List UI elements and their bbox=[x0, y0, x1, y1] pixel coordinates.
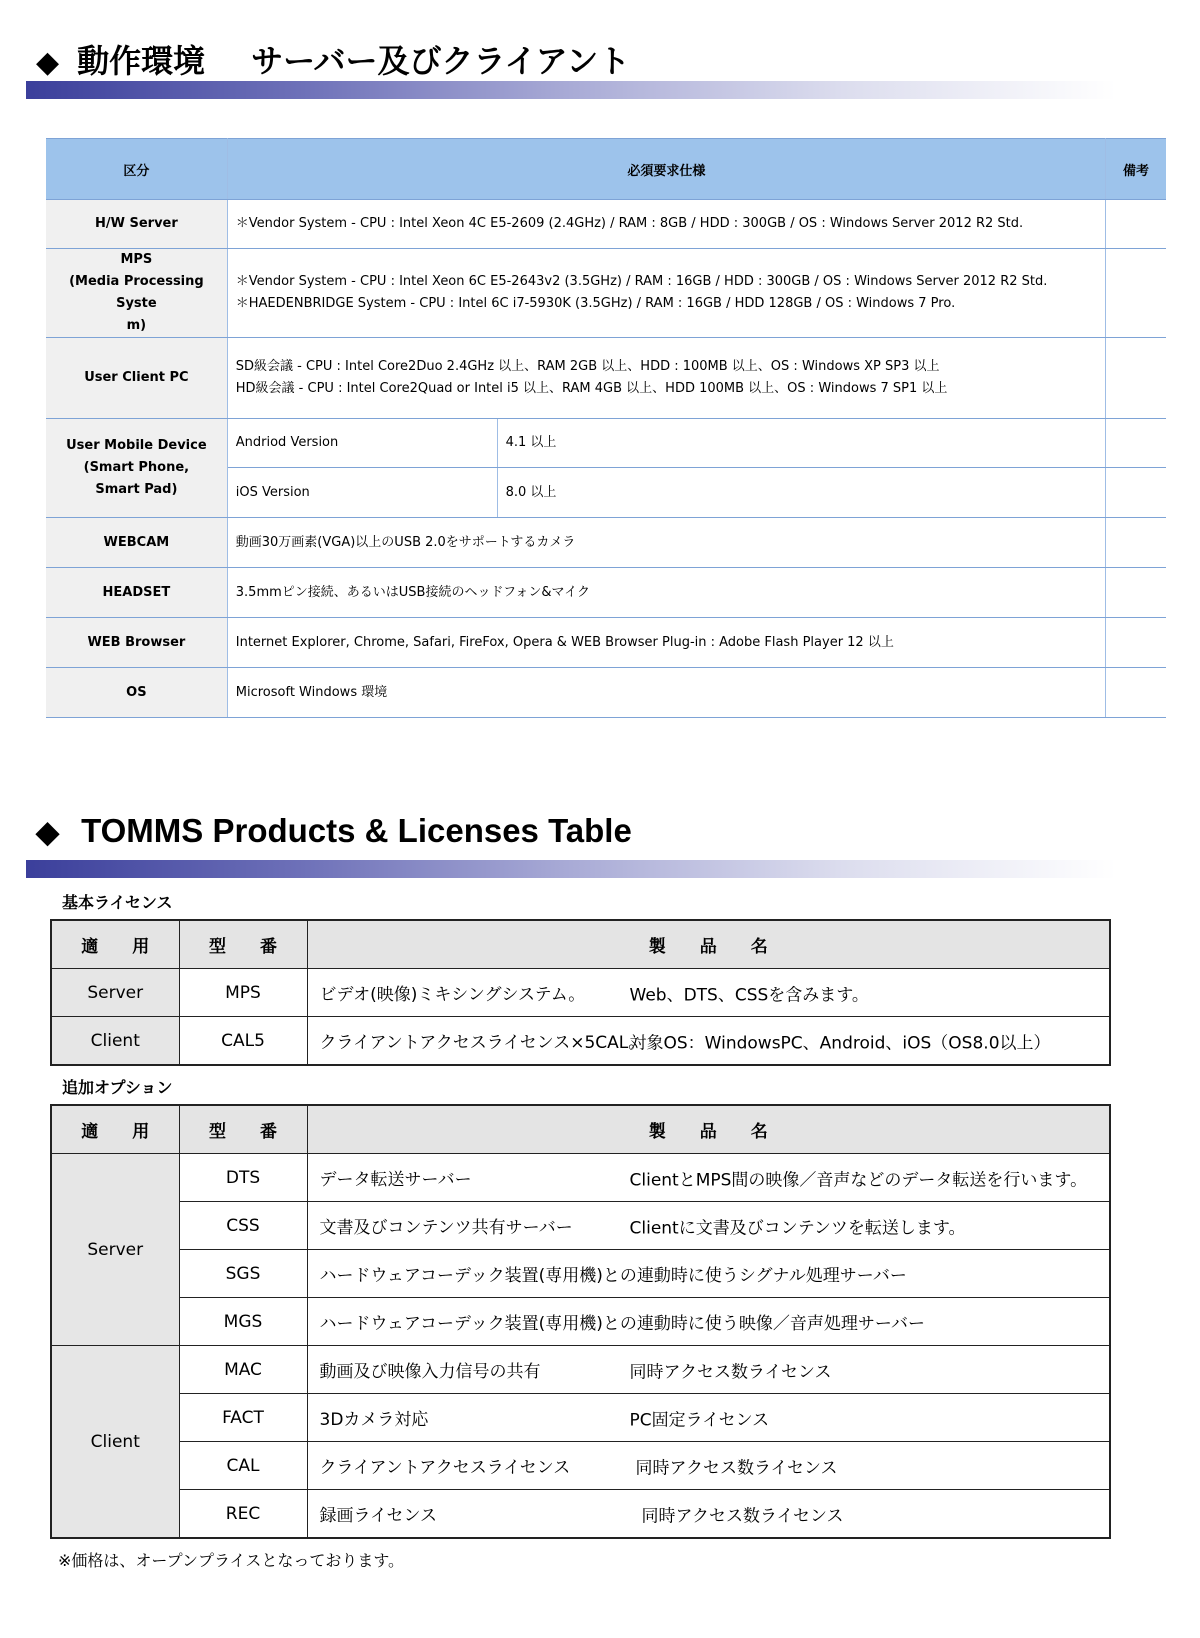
model-cell: DTS bbox=[179, 1154, 307, 1202]
diamond-bullet-icon: ◆ bbox=[36, 45, 60, 80]
product-cell bbox=[307, 1346, 1110, 1394]
product-name: クライアントアクセスライセンス bbox=[319, 1458, 571, 1478]
product-cell bbox=[307, 969, 1110, 1017]
price-footnote: ※価格は、オープンプライスとなっております。 bbox=[58, 1551, 405, 1570]
header-model: 型 番 bbox=[179, 920, 307, 969]
product-cell bbox=[307, 1202, 1110, 1250]
model-cell: FACT bbox=[179, 1394, 307, 1442]
table-header-row bbox=[51, 920, 1110, 969]
header-product: 製 品 名 bbox=[307, 920, 1110, 969]
product-name: 動画及び映像入力信号の共有 bbox=[319, 1362, 541, 1382]
category-line: (Media Processing Syste bbox=[69, 274, 204, 311]
product-desc: Clientに文書及びコンテンツを転送します。 bbox=[629, 1218, 966, 1238]
diamond-bullet-icon: ◆ bbox=[36, 816, 60, 849]
note-cell bbox=[1106, 249, 1166, 338]
spec-value-cell: 4.1 以上 bbox=[497, 419, 1105, 468]
model-cell: CSS bbox=[179, 1202, 307, 1250]
category-cell: User Client PC bbox=[46, 338, 227, 419]
spec-line: HD級会議 - CPU : Intel Core2Quad or Intel i5 以上、RAM 4GB 以上、HDD 100MB 以上、OS : Windows 7 SP1 以上 bbox=[235, 381, 948, 396]
spec-cell bbox=[227, 249, 1105, 338]
heading-title-prefix: 動作環境 bbox=[77, 42, 206, 80]
table-row bbox=[51, 969, 1110, 1017]
option-license-table bbox=[50, 1104, 1111, 1539]
product-desc: 同時アクセス数ライセンス bbox=[635, 1458, 838, 1478]
product-name: データ転送サーバー bbox=[319, 1170, 472, 1190]
basic-license-table bbox=[50, 919, 1111, 1066]
section-heading-licenses bbox=[36, 812, 632, 850]
header-note: 備考 bbox=[1106, 139, 1166, 200]
table-row bbox=[46, 338, 1166, 419]
table-row bbox=[51, 1250, 1110, 1298]
note-cell bbox=[1106, 338, 1166, 419]
header-product: 製 品 名 bbox=[307, 1105, 1110, 1154]
model-cell: REC bbox=[179, 1490, 307, 1539]
spec-line: ＊Vendor System - CPU : Intel Xeon 6C E5-2643v2 (3.5GHz) / RAM : 16GB / HDD : 300GB / OS : Windows Server 2012 R2 Std. bbox=[235, 274, 1048, 289]
header-application: 適 用 bbox=[51, 920, 179, 969]
note-cell bbox=[1106, 200, 1166, 249]
note-cell bbox=[1106, 618, 1166, 668]
product-name: 文書及びコンテンツ共有サーバー bbox=[319, 1218, 573, 1238]
product-name: ハードウェアコーデック装置(専用機)との連動時に使う映像／音声処理サーバー bbox=[319, 1314, 926, 1334]
category-cell bbox=[46, 419, 227, 518]
table-row bbox=[51, 1017, 1110, 1066]
spec-cell: ＊Vendor System - CPU : Intel Xeon 4C E5-2609 (2.4GHz) / RAM : 8GB / HDD : 300GB / OS : Windows Server 2012 R2 Std. bbox=[227, 200, 1105, 249]
product-cell bbox=[307, 1298, 1110, 1346]
table-row bbox=[51, 1298, 1110, 1346]
section-heading-environment bbox=[36, 36, 630, 82]
product-desc: Web、DTS、CSSを含みます。 bbox=[629, 985, 869, 1005]
table-row bbox=[51, 1154, 1110, 1202]
product-name: 3Dカメラ対応 bbox=[319, 1410, 429, 1430]
basic-license-label: 基本ライセンス bbox=[62, 893, 173, 912]
heading-gradient-bar bbox=[26, 860, 1116, 878]
spec-line: ＊HAEDENBRIDGE System - CPU : Intel 6C i7-5930K (3.5GHz) / RAM : 16GB / HDD 128GB / OS : Windows 7 Pro. bbox=[235, 296, 956, 311]
table-header-row bbox=[51, 1105, 1110, 1154]
category-cell: HEADSET bbox=[46, 568, 227, 618]
table-row bbox=[51, 1202, 1110, 1250]
note-cell bbox=[1106, 568, 1166, 618]
product-cell bbox=[307, 1442, 1110, 1490]
application-cell: Client bbox=[51, 1017, 179, 1066]
heading-gradient-bar bbox=[26, 81, 1116, 99]
spec-cell: Microsoft Windows 環境 bbox=[227, 668, 1105, 718]
header-model: 型 番 bbox=[179, 1105, 307, 1154]
spec-value-cell: 8.0 以上 bbox=[497, 468, 1105, 518]
header-spec: 必須要求仕様 bbox=[227, 139, 1105, 200]
table-row bbox=[46, 419, 1166, 468]
heading-title: TOMMS Products & Licenses Table bbox=[81, 812, 632, 849]
category-line: (Smart Phone, bbox=[83, 460, 190, 475]
product-name: ハードウェアコーデック装置(専用機)との連動時に使うシグナル処理サーバー bbox=[319, 1266, 907, 1286]
product-desc: PC固定ライセンス bbox=[629, 1410, 770, 1430]
environment-table bbox=[46, 138, 1166, 718]
product-desc: ClientとMPS間の映像／音声などのデータ転送を行います。 bbox=[629, 1170, 1088, 1190]
product-name: 録画ライセンス bbox=[319, 1506, 437, 1526]
table-row bbox=[51, 1490, 1110, 1539]
table-row bbox=[46, 200, 1166, 249]
table-row bbox=[46, 568, 1166, 618]
spec-cell bbox=[227, 338, 1105, 419]
spec-cell: Internet Explorer, Chrome, Safari, FireFox, Opera & WEB Browser Plug-in : Adobe Flash Player 12 以上 bbox=[227, 618, 1105, 668]
spec-label-cell: Andriod Version bbox=[227, 419, 497, 468]
product-cell bbox=[307, 1490, 1110, 1539]
heading-title-suffix: サーバー及びクライアント bbox=[251, 42, 631, 80]
product-desc: 対象OS：WindowsPC、Android、iOS（OS8.0以上） bbox=[629, 1033, 1051, 1053]
category-line: User Mobile Device bbox=[66, 438, 207, 453]
table-row bbox=[46, 618, 1166, 668]
model-cell: MGS bbox=[179, 1298, 307, 1346]
note-cell bbox=[1106, 419, 1166, 468]
model-cell: SGS bbox=[179, 1250, 307, 1298]
table-row bbox=[51, 1442, 1110, 1490]
header-application: 適 用 bbox=[51, 1105, 179, 1154]
category-cell: WEBCAM bbox=[46, 518, 227, 568]
note-cell bbox=[1106, 668, 1166, 718]
table-header-row bbox=[46, 139, 1166, 200]
product-name: ビデオ(映像)ミキシングシステム。 bbox=[319, 985, 586, 1005]
category-cell: OS bbox=[46, 668, 227, 718]
application-cell: Server bbox=[51, 969, 179, 1017]
spec-cell: 3.5mmピン接続、あるいはUSB接続のヘッドフォン&マイク bbox=[227, 568, 1105, 618]
table-row bbox=[51, 1394, 1110, 1442]
product-cell bbox=[307, 1250, 1110, 1298]
category-cell: WEB Browser bbox=[46, 618, 227, 668]
category-line: Smart Pad) bbox=[95, 482, 178, 497]
product-desc: 同時アクセス数ライセンス bbox=[629, 1362, 832, 1382]
product-cell bbox=[307, 1017, 1110, 1066]
header-category: 区分 bbox=[46, 139, 227, 200]
product-cell bbox=[307, 1394, 1110, 1442]
spec-line: SD級会議 - CPU : Intel Core2Duo 2.4GHz 以上、RAM 2GB 以上、HDD : 100MB 以上、OS : Windows XP SP3 以上 bbox=[235, 359, 940, 374]
model-cell: CAL bbox=[179, 1442, 307, 1490]
table-row bbox=[51, 1346, 1110, 1394]
product-cell bbox=[307, 1154, 1110, 1202]
table-row bbox=[46, 668, 1166, 718]
note-cell bbox=[1106, 468, 1166, 518]
application-cell: Server bbox=[51, 1154, 179, 1346]
note-cell bbox=[1106, 518, 1166, 568]
spec-cell: 動画30万画素(VGA)以上のUSB 2.0をサポートするカメラ bbox=[227, 518, 1105, 568]
category-cell bbox=[46, 249, 227, 338]
model-cell: MPS bbox=[179, 969, 307, 1017]
application-cell: Client bbox=[51, 1346, 179, 1539]
model-cell: CAL5 bbox=[179, 1017, 307, 1066]
spec-label-cell: iOS Version bbox=[227, 468, 497, 518]
table-row bbox=[46, 249, 1166, 338]
product-name: クライアントアクセスライセンス×5CAL。 bbox=[319, 1033, 646, 1053]
category-line: MPS bbox=[120, 252, 153, 267]
table-row bbox=[46, 518, 1166, 568]
product-desc: 同時アクセス数ライセンス bbox=[641, 1506, 844, 1526]
category-line: m) bbox=[126, 318, 147, 333]
model-cell: MAC bbox=[179, 1346, 307, 1394]
option-license-label: 追加オプション bbox=[62, 1078, 173, 1097]
category-cell: H/W Server bbox=[46, 200, 227, 249]
